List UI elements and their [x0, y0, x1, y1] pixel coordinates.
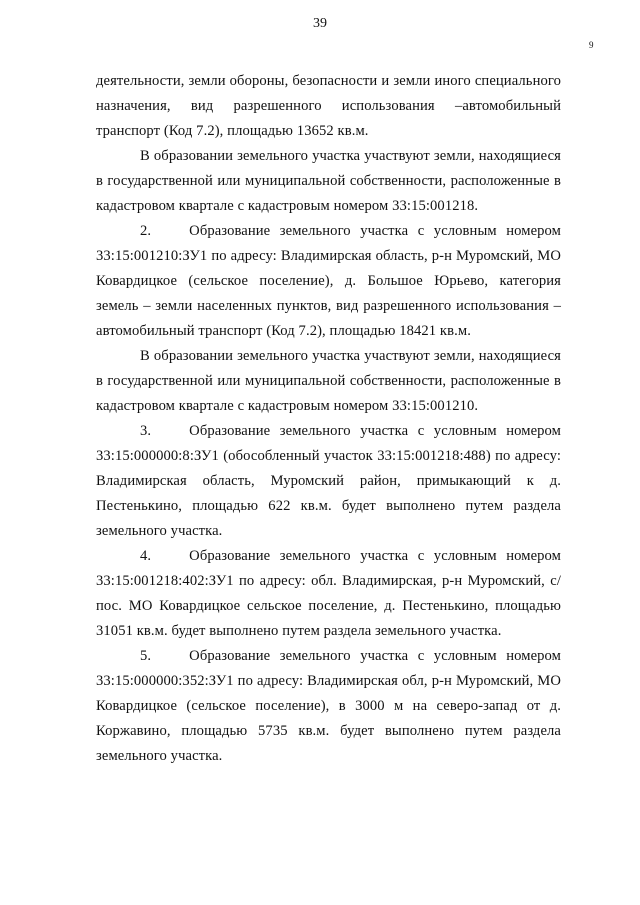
- paragraph-land-note-2: В образовании земельного участка участвуют земли, находящиеся в государственной или муниципальной собственности, расположенные в кадастровом квартале с кадастровым номером 33:15:001210.: [96, 348, 561, 414]
- corner-mark: 9: [589, 40, 594, 50]
- paragraph-item-3: 3. Образование земельного участка с условным номером 33:15:000000:8:ЗУ1 (обособленный участок 33:15:001218:488) по адресу: Владимирская область, Муромский район, примыкающий к д. Пестенькино, площадью 622 кв.м. будет выполнено путем раздела земельного участка.: [96, 423, 561, 539]
- paragraph-continuation: деятельности, земли обороны, безопасности и земли иного специального назначения, вид разрешенного использования –автомобильный транспорт (Код 7.2), площадью 13652 кв.м.: [96, 73, 561, 139]
- paragraph-item-5: 5. Образование земельного участка с условным номером 33:15:000000:352:ЗУ1 по адресу: Владимирская обл, р-н Муромский, МО Ковардицкое (сельское поселение), в 3000 м на северо-запад от д. Коржавино, площадью 5735 кв.м. будет выполнено путем раздела земельного участка.: [96, 648, 561, 764]
- paragraph-item-4: 4. Образование земельного участка с условным номером 33:15:001218:402:ЗУ1 по адресу: обл. Владимирская, р-н Муромский, с/пос. МО Ковардицкое сельское поселение, д. Пестенькино, площадью 31051 кв.м. будет выполнено путем раздела земельного участка.: [96, 548, 561, 639]
- document-body: [96, 69, 561, 769]
- page-number: 39: [313, 16, 327, 31]
- paragraph-land-note-1: В образовании земельного участка участвуют земли, находящиеся в государственной или муниципальной собственности, расположенные в кадастровом квартале с кадастровым номером 33:15:001218.: [96, 148, 561, 214]
- paragraph-item-2: 2. Образование земельного участка с условным номером 33:15:001210:ЗУ1 по адресу: Владимирская область, р-н Муромский, МО Ковардицкое (сельское поселение), д. Большое Юрьево, категория земель – земли населенных пунктов, вид разрешенного использования – автомобильный транспорт (Код 7.2), площадью 18421 кв.м.: [96, 223, 561, 339]
